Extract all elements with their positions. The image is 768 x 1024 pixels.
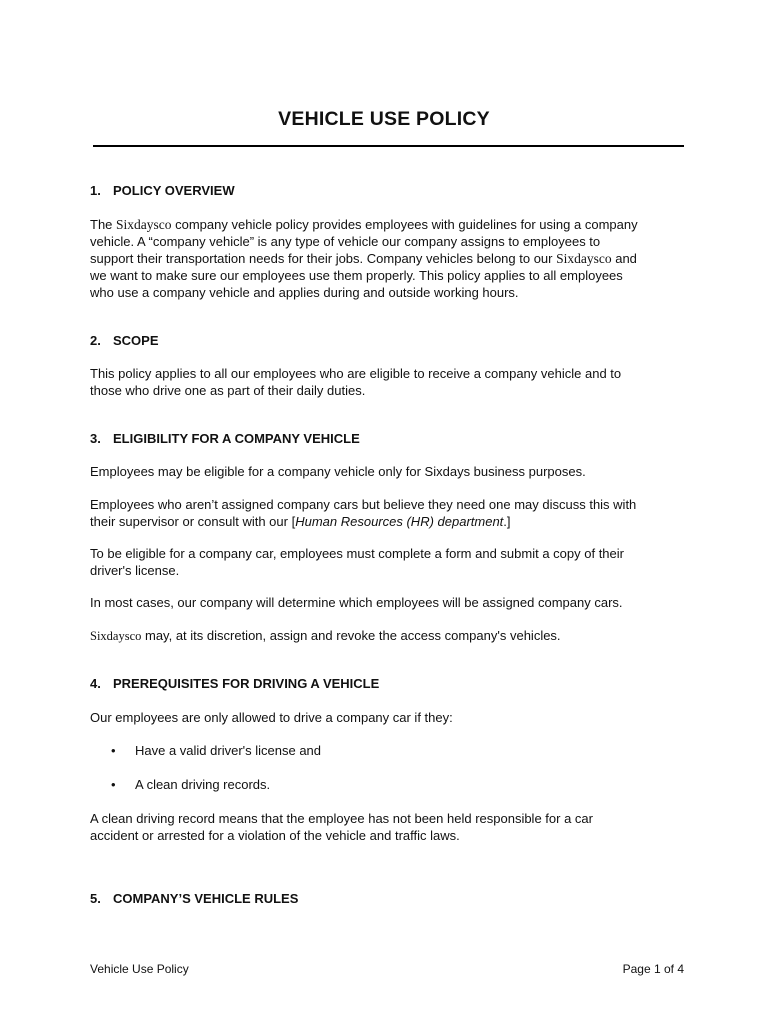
paragraph-eligibility-3: To be eligible for a company car, employees must complete a form and submit a copy of their driver's license. xyxy=(90,546,624,578)
hr-department-placeholder: Human Resources (HR) department xyxy=(295,514,504,529)
paragraph-scope: This policy applies to all our employees who are eligible to receive a company vehicle and to those who drive one as part of their daily duties. xyxy=(90,366,622,398)
paragraph-eligibility-5: Sixdaysco may, at its discretion, assign and revoke the access company's vehicles. xyxy=(90,628,561,643)
section-heading-eligibility xyxy=(90,431,360,446)
section-heading-scope xyxy=(90,333,159,348)
section-number: 1. xyxy=(90,183,101,198)
title-divider xyxy=(93,145,684,147)
page-title: VEHICLE USE POLICY xyxy=(278,108,490,130)
section-title: SCOPE xyxy=(113,333,159,348)
company-name: Sixdaysco xyxy=(90,629,142,643)
section-title: POLICY OVERVIEW xyxy=(113,183,235,198)
section-title: ELIGIBILITY FOR A COMPANY VEHICLE xyxy=(113,431,360,446)
section-title: PREREQUISITES FOR DRIVING A VEHICLE xyxy=(113,676,380,691)
paragraph-clean-record: A clean driving record means that the employee has not been held responsible for a car accident or arrested for a violation of the vehicle and traffic laws. xyxy=(90,811,593,843)
section-heading-vehicle-rules xyxy=(90,891,298,906)
paragraph-eligibility-2: Employees who aren’t assigned company cars but believe they need one may discuss this with their supervisor or consult with our [Human Resources (HR) department.] xyxy=(90,497,637,529)
footer-document-name: Vehicle Use Policy xyxy=(90,962,189,976)
section-heading-policy-overview xyxy=(90,183,235,198)
section-number: 3. xyxy=(90,431,101,446)
company-name: Sixdaysco xyxy=(116,217,172,232)
section-heading-prerequisites xyxy=(90,676,379,691)
section-number: 5. xyxy=(90,891,101,906)
section-number: 4. xyxy=(90,676,101,691)
footer-page-number: Page 1 of 4 xyxy=(622,962,684,976)
bullet-icon: • xyxy=(111,777,116,792)
paragraph-eligibility-4: In most cases, our company will determine which employees will be assigned company cars. xyxy=(90,595,623,610)
list-item: • A clean driving records. xyxy=(111,777,271,792)
section-number: 2. xyxy=(90,333,101,348)
paragraph-prerequisites-intro: Our employees are only allowed to drive a company car if they: xyxy=(90,710,453,725)
paragraph-eligibility-1: Employees may be eligible for a company vehicle only for Sixdays business purposes. xyxy=(90,464,586,479)
section-title: COMPANY’S VEHICLE RULES xyxy=(113,891,299,906)
list-item: • Have a valid driver's license and xyxy=(111,743,322,758)
paragraph-policy-overview: The Sixdaysco company vehicle policy provides employees with guidelines for using a company vehicle. A “company vehicle” is any type of vehicle our company assigns to employees to support their transportation needs for their jobs. Company vehicles belong to our Sixdaysco and we want to make sure our employees use them properly. This policy applies to all employees who use a company vehicle and applies during and outside working hours. xyxy=(90,217,638,300)
company-name: Sixdaysco xyxy=(556,251,612,266)
bullet-icon: • xyxy=(111,743,116,758)
